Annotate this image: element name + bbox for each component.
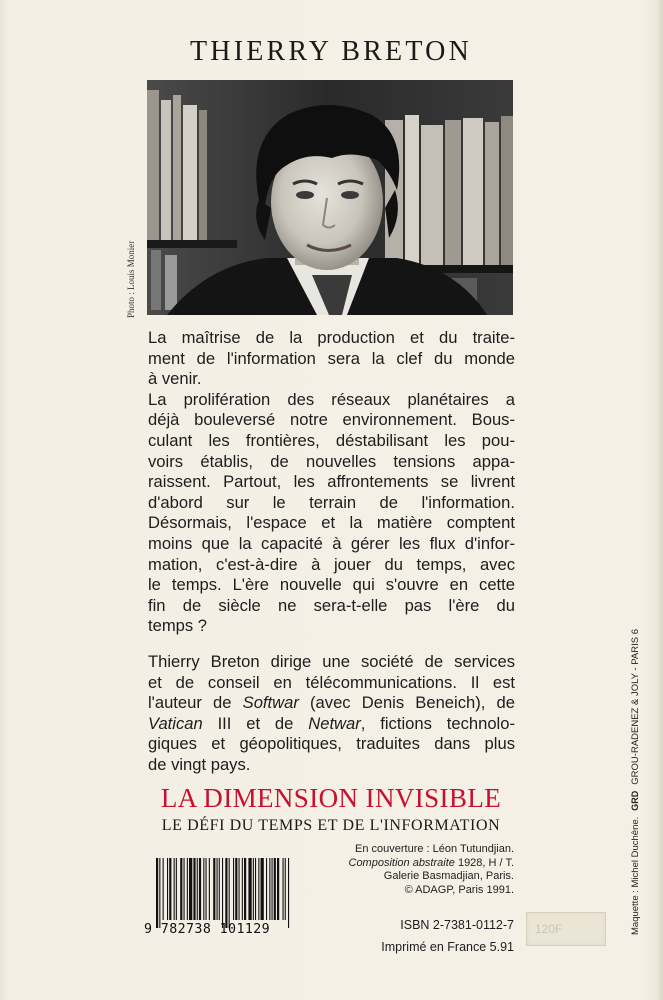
bio-line: de vingt pays.	[148, 754, 251, 774]
barcode-bar	[163, 858, 164, 920]
barcode-bar	[222, 858, 223, 928]
barcode-bar	[255, 858, 256, 920]
barcode-bar	[269, 858, 270, 920]
blurb-line: La maîtrise de la production et du traite-	[148, 328, 515, 347]
price-label: 120F	[535, 922, 563, 936]
barcode-bar	[206, 858, 207, 920]
barcode-bar	[156, 858, 158, 928]
author-bio	[148, 652, 515, 776]
book-subtitle: LE DÉFI DU TEMPS ET DE L'INFORMATION	[161, 817, 501, 834]
barcode-bar	[242, 858, 243, 920]
cover-credit-line: © ADAGP, Paris 1991.	[404, 883, 514, 896]
blurb-line: La prolifération des réseaux planétaires a	[148, 389, 515, 409]
bio-line: Thierry Breton dirige une société de services	[148, 652, 515, 671]
bio-line: et de conseil en télécommunications. Il est	[148, 672, 515, 692]
printer-logo: GRD	[630, 790, 640, 811]
barcode-bar	[176, 858, 177, 920]
barcode-bar	[217, 858, 218, 920]
barcode-bar	[225, 858, 227, 928]
barcode-bar	[261, 858, 264, 920]
barcode-bar	[184, 858, 185, 920]
price-sticker	[526, 912, 606, 946]
barcode-bar	[272, 858, 273, 920]
barcode-bar	[203, 858, 204, 920]
barcode-bar	[169, 858, 171, 920]
barcode-bar	[239, 858, 240, 920]
barcode-bar	[244, 858, 246, 920]
barcode-bar	[159, 858, 160, 928]
cover-credit-line: En couverture : Léon Tutundjian.	[355, 843, 514, 855]
bio-text: l'auteur de	[148, 693, 243, 713]
printer-credit: GROU-RADENEZ & JOLY - PARIS 6	[630, 628, 641, 785]
blurb-line: fin de siècle ne sera-t-elle pas l'ère du	[148, 595, 515, 615]
barcode-bar	[266, 858, 267, 920]
barcode-bar	[235, 858, 237, 920]
barcode-bar	[193, 858, 195, 920]
barcode-bar	[180, 858, 182, 920]
bio-line	[148, 714, 515, 735]
blurb-line: d'abord sur le terrain de l'information.	[148, 492, 515, 512]
blurb-text	[148, 328, 515, 637]
barcode-bar	[248, 858, 251, 920]
blurb-line: raissent. Partout, les affrontements se livrent	[148, 472, 515, 492]
barcode-bar	[189, 858, 192, 920]
artwork-details: 1928, H / T.	[454, 856, 514, 869]
book-title-softwar: Softwar	[242, 693, 299, 713]
barcode-digits: 9 782738 101129	[144, 922, 271, 937]
imprint: Imprimé en France 5.91	[381, 940, 514, 954]
cover-credit-line	[274, 857, 514, 871]
book-title-netwar: Netwar	[308, 713, 361, 733]
book-title-vatican: Vatican	[148, 713, 203, 733]
blurb-line: culant les frontières, déstabilisant les pou-	[148, 430, 515, 450]
bio-line: giques et géopolitiques, traduites dans plus	[148, 734, 515, 754]
blurb-line: mation, c'est-à-dire à jouer du temps, avec	[148, 554, 515, 574]
designer-credit: Maquette : Michel Duchêne.	[630, 816, 641, 935]
blurb-line: voirs établis, de nouvelles tensions appa-	[148, 451, 515, 471]
author-photo	[147, 80, 513, 315]
blurb-line: à venir.	[148, 369, 202, 389]
blurb-line: Désormais, l'espace et la matière comptent	[148, 513, 515, 533]
barcode-bar	[174, 858, 175, 920]
isbn: ISBN 2-7381-0112-7	[400, 918, 514, 932]
barcode-bar	[258, 858, 259, 920]
blurb-line: déjà bouleversé notre environnement. Bous-	[148, 410, 515, 430]
author-name: THIERRY BRETON	[189, 36, 473, 67]
barcode-bar	[209, 858, 210, 920]
barcode-bar	[187, 858, 188, 920]
barcode-bar	[199, 858, 201, 920]
blurb-line: moins que la capacité à gérer les flux d'infor-	[148, 533, 515, 553]
book-title: LA DIMENSION INVISIBLE	[160, 783, 502, 813]
spine-credit	[630, 629, 641, 935]
cover-credits	[274, 843, 514, 897]
blurb-line: ment de l'information sera la clef du monde	[148, 348, 515, 368]
barcode-bar	[253, 858, 254, 920]
barcode-bar	[233, 858, 234, 920]
barcode-bar	[167, 858, 168, 920]
blurb-line: temps ?	[148, 616, 208, 636]
artwork-title: Composition abstraite	[348, 856, 455, 869]
barcode-bar	[229, 858, 230, 928]
barcode-bar	[197, 858, 198, 920]
cover-edge	[657, 0, 663, 1000]
photo-credit: Photo : Louis Monier	[126, 240, 136, 318]
bio-text: , fictions technolo-	[360, 713, 515, 733]
barcode-bar	[219, 858, 220, 920]
barcode-bar	[213, 858, 215, 920]
blurb-line: le temps. L'ère nouvelle qui s'ouvre en cette	[148, 575, 515, 595]
cover-credit-line: Galerie Basmadjian, Paris.	[383, 870, 514, 883]
bio-text: (avec Denis Beneich), de	[298, 693, 515, 713]
bio-line	[148, 693, 515, 714]
bio-text: III et de	[202, 713, 309, 733]
